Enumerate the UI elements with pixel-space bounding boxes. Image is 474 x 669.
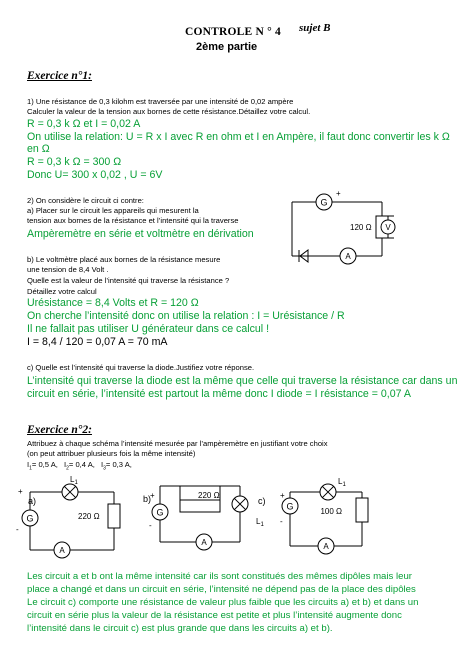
generator-symbol — [316, 194, 332, 210]
resistor-symbol — [108, 504, 120, 528]
ex1-qb-line2: une tension de 8,4 Volt . — [27, 265, 109, 274]
resistor-label: 220 Ω — [198, 491, 220, 500]
exercise-1-title: Exercice n°1: — [27, 70, 92, 82]
ammeter-symbol — [196, 534, 212, 550]
exercise-2-title: Exercice n°2: — [27, 424, 92, 436]
ex1-a1-line2: On utilise la relation: U = R x I avec R en ohm et I en Ampère, il faut donc convertir les k Ω — [27, 131, 450, 143]
resistor-symbol — [356, 498, 368, 522]
ex2-answer-line5: l’intensité dans le circuit c) est plus grande que dans les circuits a) et b). — [27, 623, 333, 634]
ex2-answer-line4: circuit en série plus la valeur de la résistance est petite et plus l’intensité augmente donc — [27, 610, 402, 621]
ammeter-symbol — [340, 248, 356, 264]
lamp-symbol — [232, 496, 248, 512]
ex1-q2a-line2: tension aux bornes de la résistance et l’intensité qui la traverse — [27, 216, 239, 225]
plus-sign: + — [150, 491, 155, 500]
svg-text:V: V — [385, 223, 391, 232]
ex1-q1-line2: Calculer la valeur de la tension aux bornes de cette résistance.Détaillez votre calcul. — [27, 107, 311, 116]
resistor-symbol — [180, 500, 220, 512]
ex1-qb-line1: b) Le voltmètre placé aux bornes de la résistance mesure — [27, 255, 221, 264]
ex1-a1-line5: Donc U= 300 x 0,02 , U = 6V — [27, 169, 163, 181]
ex1-a1-line4: R = 0,3 k Ω = 300 Ω — [27, 156, 122, 168]
circuit-c-label: c) — [258, 496, 266, 506]
part-label: 2ème partie — [196, 41, 258, 53]
plus-sign: + — [280, 491, 285, 500]
generator-symbol — [282, 498, 298, 514]
lamp-symbol — [320, 484, 336, 500]
ex1-ab-line4: I = 8,4 / 120 = 0,07 A = 70 mA — [27, 336, 168, 348]
circuit-b-diagram — [140, 474, 275, 560]
ex2-q-line1: Attribuez à chaque schéma l’intensité mesurée par l’ampèremètre en justifiant votre choix — [27, 439, 328, 448]
generator-symbol — [22, 510, 38, 526]
svg-text:A: A — [201, 538, 207, 547]
svg-text:G: G — [286, 501, 294, 512]
ex1-a2: Ampèremètre en série et voltmètre en dérivation — [27, 228, 254, 240]
ammeter-symbol — [54, 542, 70, 558]
circuit-a-diagram — [10, 474, 130, 566]
ex1-a1-line3: en Ω — [27, 143, 50, 155]
ex1-ab-line2: On cherche l’intensité donc on utilise la relation : I = Urésistance / R — [27, 310, 345, 322]
ex2-intensities: $I_1= 0,5$ A, $I_2= 0,4$ A, $I_3= 0,3$ A, — [27, 460, 132, 472]
lamp-label: $L_1$ — [70, 475, 78, 486]
ammeter-symbol — [318, 538, 334, 554]
minus-sign: - — [280, 517, 283, 526]
circuit-b-label: b) — [143, 494, 152, 504]
ex2-q-line2: (on peut attribuer plusieurs fois la même intensité) — [27, 449, 196, 458]
ex1-ab-line1: Urésistance = 8,4 Volts et R = 120 Ω — [27, 297, 199, 309]
ex1-ab-line3: Il ne fallait pas utiliser U générateur dans ce calcul ! — [27, 323, 270, 335]
ex1-ac-line2: circuit en série, l’intensité est partout la même donc I diode = I résistance = 0,07 A — [27, 388, 411, 400]
ex1-qc: c) Quelle est l’intensité qui traverse la diode.Justifiez votre réponse. — [27, 363, 255, 372]
lamp-label: $L_1$ — [338, 477, 346, 488]
ex1-circuit-diagram — [276, 186, 396, 272]
minus-sign: - — [149, 521, 152, 530]
circuit-c-diagram — [270, 474, 390, 566]
svg-text:A: A — [323, 542, 329, 551]
plus-sign: + — [18, 487, 23, 496]
resistor-label: 220 Ω — [78, 512, 100, 521]
resistor-label: 100 Ω — [320, 507, 342, 516]
ex1-q2-line1: 2) On considère le circuit ci contre: — [27, 196, 144, 205]
svg-text:G: G — [26, 513, 34, 524]
lamp-symbol — [62, 484, 78, 500]
minus-sign: - — [16, 525, 19, 534]
ex1-a1-line1: R = 0,3 k Ω et I = 0,02 A — [27, 118, 141, 130]
ex1-q1-line1: 1) Une résistance de 0,3 kilohm est traversée par une intensité de 0,02 ampère — [27, 97, 294, 106]
circuit-a-label: a) — [28, 496, 37, 506]
subject-label: sujet B — [299, 22, 331, 34]
ex1-qb-line4: Détaillez votre calcul — [27, 287, 97, 296]
ex1-q2a-line1: a) Placer sur le circuit les appareils qui mesurent la — [27, 206, 199, 215]
generator-symbol — [152, 504, 168, 520]
lamp-label: $L_1$ — [256, 517, 264, 528]
svg-text:G: G — [156, 507, 164, 518]
ex2-answer-line1: Les circuit a et b ont la même intensité car ils sont constitués des mêmes dipôles mais leur — [27, 571, 412, 582]
svg-text:G: G — [320, 197, 328, 208]
ex2-answer-line2: place a changé et dans un circuit en série, l’intensité ne dépend pas de la place des dipôles — [27, 584, 416, 595]
page-title: CONTROLE N ° 4 — [185, 26, 281, 38]
resistor-label: 120 Ω — [350, 223, 372, 232]
plus-sign: + — [336, 189, 341, 198]
svg-text:A: A — [59, 546, 65, 555]
ex2-answer-line3: Le circuit c) comporte une résistance de valeur plus faible que les circuits a) et b) et dans un — [27, 597, 419, 608]
ex1-qb-line3: Quelle est la valeur de l’intensité qui traverse la résistance ? — [27, 276, 230, 285]
ex1-ac-line1: L’intensité qui traverse la diode est la même que celle qui traverse la résistance car dans un — [27, 375, 458, 387]
svg-text:A: A — [345, 252, 351, 261]
